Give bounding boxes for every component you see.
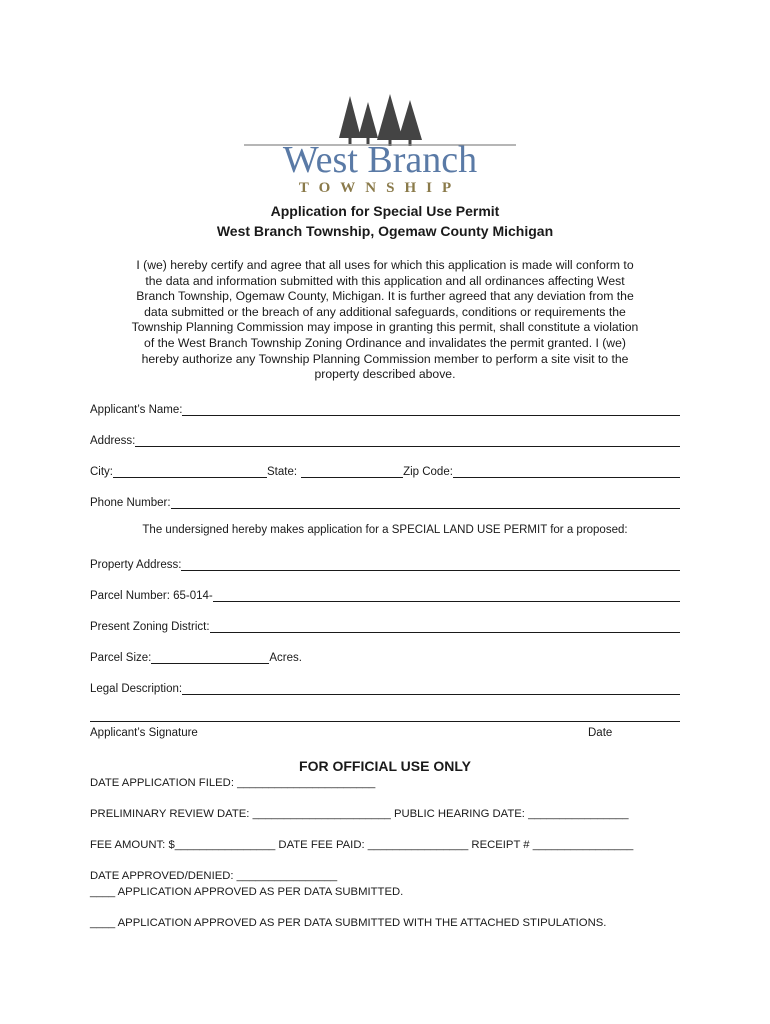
legal-description-label: Legal Description: (90, 683, 183, 695)
parcel-number-label: Parcel Number: 65-014- (90, 590, 213, 602)
undersigned-note: The undersigned hereby makes application for a SPECIAL LAND USE PERMIT for a proposed: (142, 524, 628, 536)
form-title: Application for Special Use Permit (270, 203, 500, 219)
township-logo (240, 92, 520, 196)
legal-description-field[interactable] (182, 681, 680, 695)
parcel-size-row (90, 646, 680, 664)
phone-field[interactable] (171, 495, 680, 509)
parcel-number-field[interactable] (213, 588, 680, 602)
certification-paragraph (90, 258, 680, 383)
intro-line: Branch Township, Ogemaw County, Michigan. It is further agreed that any deviation from the (136, 289, 634, 304)
svg-text:West Branch: West Branch (282, 139, 478, 181)
approved-with-stipulations-line: ____ APPLICATION APPROVED AS PER DATA SUBMITTED WITH THE ATTACHED STIPULATIONS. (90, 917, 607, 929)
intro-line: of the West Branch Township Zoning Ordinance and invalidates the permit granted. I (we) (144, 335, 626, 350)
signature-label: Applicant’s Signature (90, 727, 198, 739)
form-subtitle: West Branch Township, Ogemaw County Michigan (216, 223, 554, 239)
city-state-zip-row (90, 460, 680, 478)
parcel-size-label: Parcel Size: (90, 652, 152, 664)
address-label: Address: (90, 435, 136, 447)
intro-line: I (we) hereby certify and agree that all uses for which this application is made will conform to (136, 258, 634, 272)
parcel-number-row (90, 584, 680, 602)
zoning-row (90, 615, 680, 633)
legal-description-row (90, 677, 680, 695)
address-field[interactable] (135, 433, 680, 447)
intro-line: Township Planning Commission may impose in granting this permit, shall constitute a violation (131, 320, 639, 335)
state-field[interactable] (301, 464, 403, 478)
date-label: Date (588, 727, 613, 739)
fee-line: FEE AMOUNT: $________________ DATE FEE PAID: ________________ RECEIPT # ________________ (90, 839, 634, 851)
intro-line: property described above. (314, 367, 456, 382)
svg-text:TOWNSHIP: TOWNSHIP (298, 180, 462, 196)
phone-row (90, 491, 680, 509)
intro-line: hereby authorize any Township Planning Commission member to perform a site visit to the (141, 351, 629, 366)
date-filed-line: DATE APPLICATION FILED: ______________________ (90, 777, 376, 789)
acres-label: Acres. (269, 652, 302, 664)
zip-label: Zip Code: (403, 466, 453, 478)
intro-line: the data and information submitted with this application and all ordinances affecting West (145, 273, 625, 288)
property-address-field[interactable] (181, 557, 680, 571)
official-use-title: FOR OFFICIAL USE ONLY (299, 758, 471, 774)
pine-trees-icon (240, 92, 520, 196)
review-hearing-line: PRELIMINARY REVIEW DATE: ______________________ PUBLIC HEARING DATE: ________________ (90, 808, 629, 820)
applicant-name-label: Applicant’s Name: (90, 404, 183, 416)
parcel-size-field[interactable] (151, 650, 269, 664)
zip-field[interactable] (453, 464, 680, 478)
signature-line[interactable] (90, 721, 680, 722)
property-address-label: Property Address: (90, 559, 182, 571)
phone-label: Phone Number: (90, 497, 171, 509)
approved-denied-line: DATE APPROVED/DENIED: ________________ (90, 870, 338, 882)
approved-as-submitted-line: ____ APPLICATION APPROVED AS PER DATA SUBMITTED. (90, 886, 404, 898)
applicant-name-field[interactable] (182, 402, 680, 416)
city-label: City: (90, 466, 113, 478)
applicant-name-row (90, 398, 680, 416)
address-row (90, 429, 680, 447)
intro-line: data submitted or the breach of any additional safeguards, conditions or requirements the (144, 304, 626, 319)
zoning-label: Present Zoning District: (90, 621, 210, 633)
city-field[interactable] (113, 464, 267, 478)
state-label: State: (267, 466, 298, 478)
property-address-row (90, 553, 680, 571)
zoning-field[interactable] (210, 619, 680, 633)
